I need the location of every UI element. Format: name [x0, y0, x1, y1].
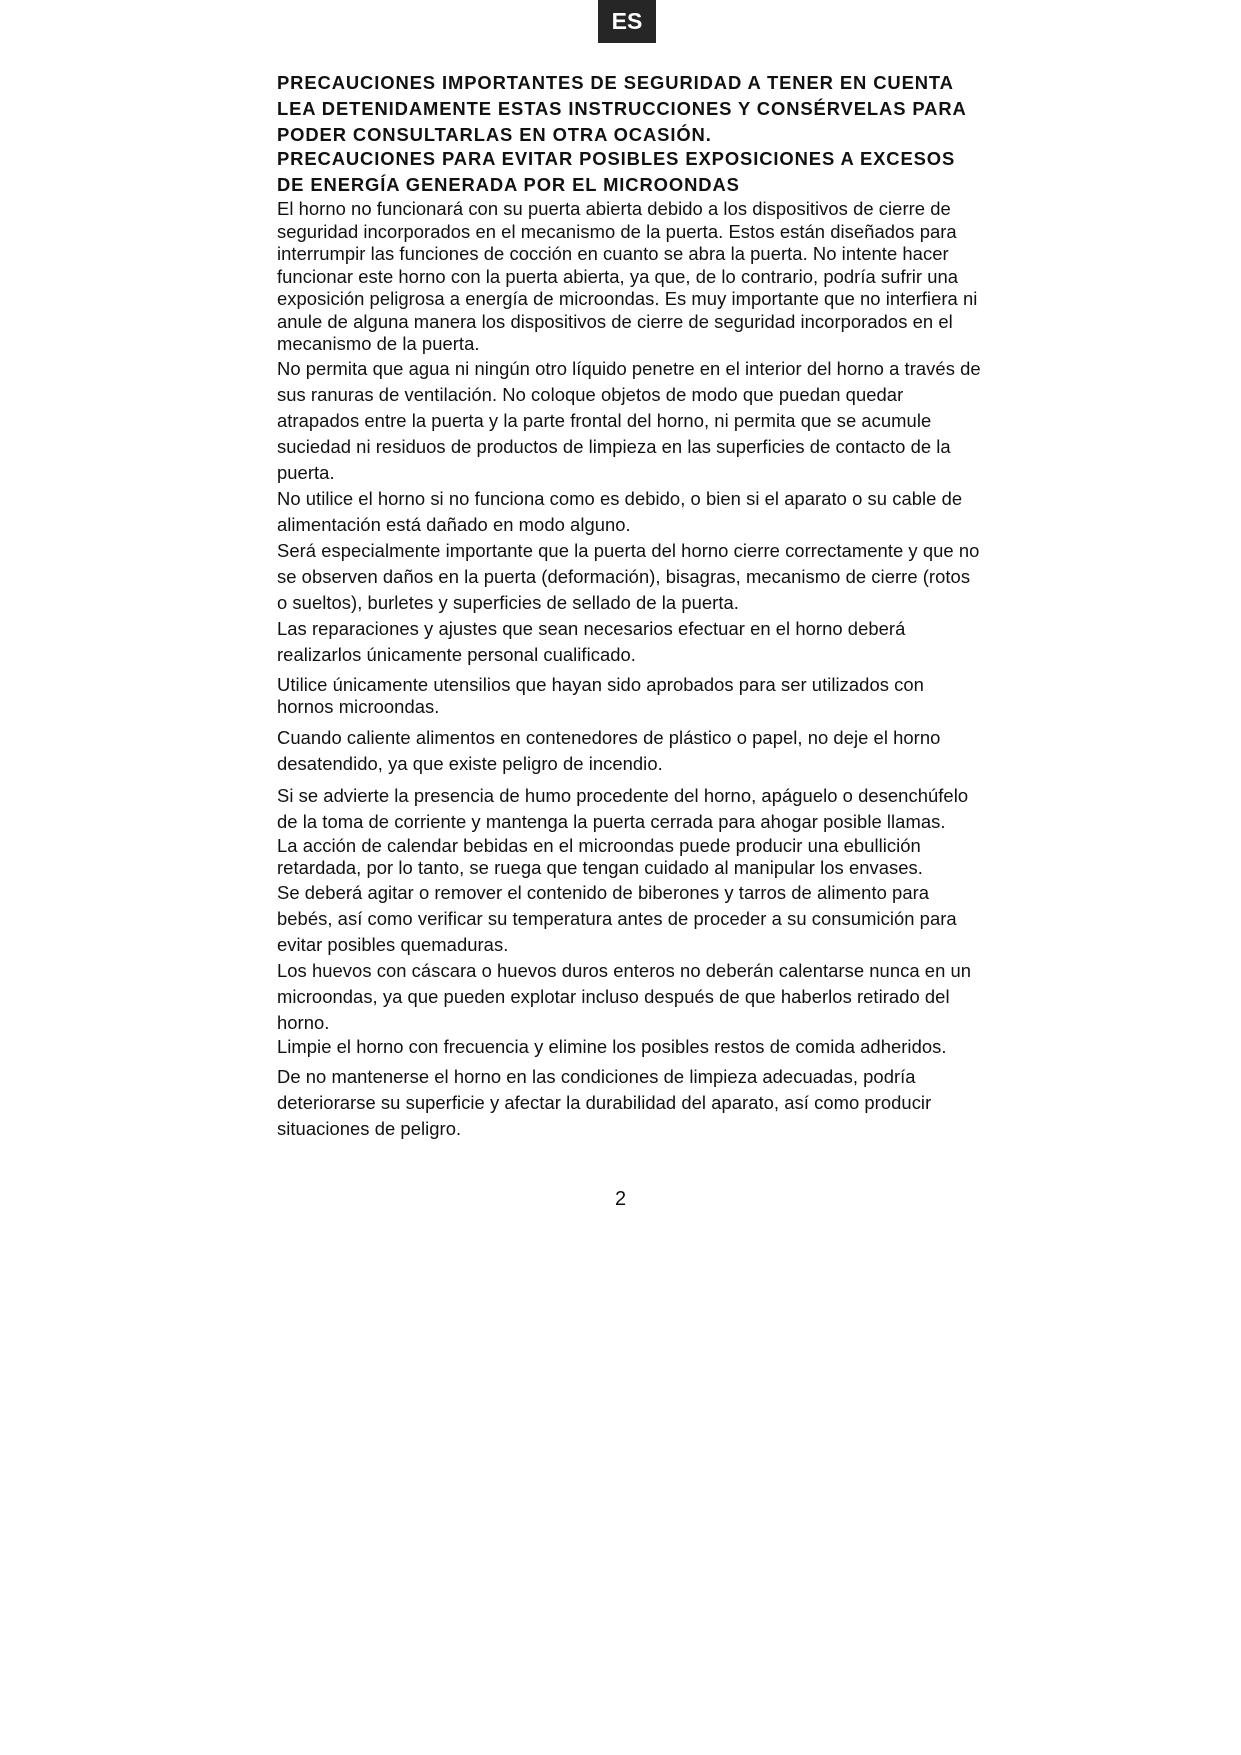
section-heading-safety: PRECAUCIONES IMPORTANTES DE SEGURIDAD A TENER EN CUENTA LEA DETENIDAMENTE ESTAS INSTRUCCIONES Y CONSÉRVELAS PARA PODER CONSULTARLAS EN OTRA OCASIÓN. [277, 72, 967, 145]
section-heading-exposure: PRECAUCIONES PARA EVITAR POSIBLES EXPOSICIONES A EXCESOS DE ENERGÍA GENERADA POR EL MICROONDAS [277, 148, 956, 195]
paragraph-smoke: Si se advierte la presencia de humo procedente del horno, apáguelo o desenchúfelo de la toma de corriente y mantenga la puerta cerrada para ahogar posible llamas. [277, 784, 969, 832]
paragraph-eggs: Los huevos con cáscara o huevos duros enteros no deberán calentarse nunca en un microondas, ya que pueden explotar incluso después de que haberlos retirado del horno. [277, 959, 972, 1033]
paragraph-repairs: Las reparaciones y ajustes que sean necesarios efectuar en el horno deberá realizarlos únicamente personal cualificado. [277, 617, 906, 665]
paragraph-door-locks: El horno no funcionará con su puerta abierta debido a los dispositivos de cierre de seguridad incorporados en el mecanismo de la puerta. Estos están diseñados para interrumpir las funciones de cocción en cuanto se abra la puerta. No intente hacer funcionar este horno con la puerta abierta, ya que, de lo contrario, podría sufrir una exposición peligrosa a energía de microondas. Es muy importante que no interfiera ni anule de alguna manera los dispositivos de cierre de seguridad incorporados en el mecanismo de la puerta. [277, 198, 978, 354]
language-tab: ES [598, 0, 656, 43]
paragraph-liquids: No permita que agua ni ningún otro líquido penetre en el interior del horno a través de sus ranuras de ventilación. No coloque objetos de modo que puedan quedar atrapados entre la puerta y la parte frontal del horno, ni permita que se acumule suciedad ni residuos de productos de limpieza en las superficies de contacto de la puerta. [277, 357, 981, 483]
paragraph-door-seal: Será especialmente importante que la puerta del horno cierre correctamente y que no se observen daños en la puerta (deformación), bisagras, mecanismo de cierre (rotos o sueltos), burletes y superficies de sellado de la puerta. [277, 539, 980, 613]
paragraph-utensils: Utilice únicamente utensilios que hayan sido aprobados para ser utilizados con hornos microondas. [277, 673, 924, 717]
paragraph-maintenance: De no mantenerse el horno en las condiciones de limpieza adecuadas, podría deteriorarse su superficie y afectar la durabilidad del aparato, así como producir situaciones de peligro. [277, 1066, 932, 1139]
document-body [277, 70, 983, 1142]
paragraph-boiling: La acción de calendar bebidas en el microondas puede producir una ebullición retardada, por lo tanto, se ruega que tengan cuidado al manipular los envases. [277, 834, 923, 878]
paragraph-cleaning: Limpie el horno con frecuencia y elimine los posibles restos de comida adheridos. [277, 1035, 947, 1057]
page-number: 2 [614, 1188, 627, 1210]
paragraph-fire-risk: Cuando caliente alimentos en contenedores de plástico o papel, no deje el horno desatendido, ya que existe peligro de incendio. [277, 726, 941, 774]
paragraph-damage: No utilice el horno si no funciona como es debido, o bien si el aparato o su cable de alimentación está dañado en modo alguno. [277, 487, 963, 535]
paragraph-baby-food: Se deberá agitar o remover el contenido de biberones y tarros de alimento para bebés, así como verificar su temperatura antes de proceder a su consumición para evitar posibles quemaduras. [277, 881, 957, 955]
